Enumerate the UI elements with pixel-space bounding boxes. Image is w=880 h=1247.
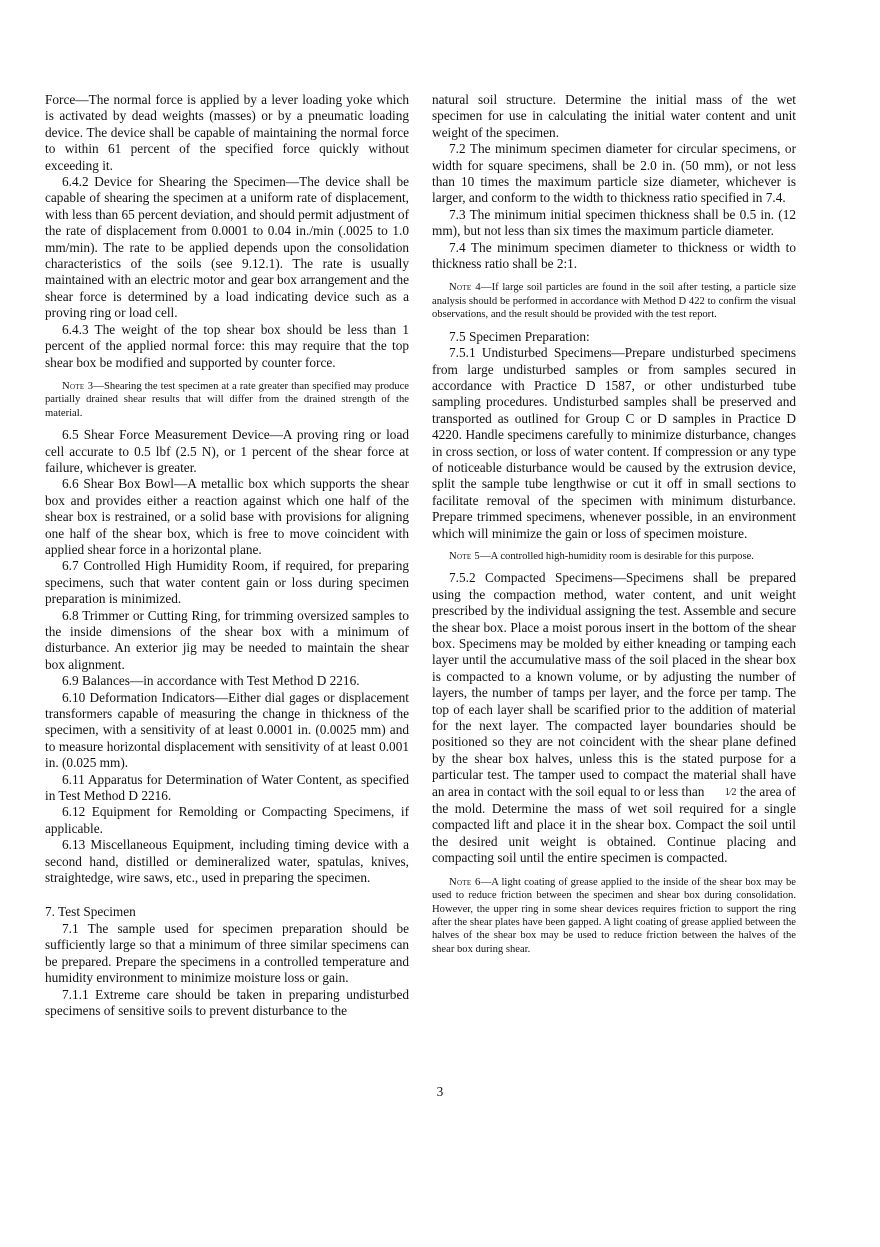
page-number: 3 — [436, 1084, 444, 1099]
note-5-label: Note 5 — [449, 550, 481, 562]
paragraph-6-8: 6.8 Trimmer or Cutting Ring, for trimming oversized samples to the inside dimensions of the shear box with a minimum of disturbance. An exterior jig may be needed to maintain the shear box alignment. — [45, 607, 409, 672]
paragraph-6-6: 6.6 Shear Box Bowl—A metallic box which supports the shear box and provides either a reaction against which one half of the shear box is restrained, or a solid base with provisions for aligning one half of the shear box, which is free to move coincident with applied shear force in a horizontal plane. — [45, 476, 409, 557]
paragraph-continued: natural soil structure. Determine the initial mass of the wet specimen for use in calculating the initial water content and unit weight of the specimen. — [432, 92, 796, 140]
note-6-label: Note 6 — [449, 876, 481, 888]
note-3-text: —Shearing the test specimen at a rate greater than specified may produce partially drained shear results that will differ from the drained strength of the material. — [45, 380, 409, 419]
paragraph-6-5: 6.5 Shear Force Measurement Device—A proving ring or load cell accurate to 0.5 lbf (2.5 N), or 1 percent of the shear force at failure, whichever is greater. — [45, 427, 409, 475]
note-4-label: Note 4 — [449, 282, 482, 294]
note-3-label: Note 3 — [62, 380, 94, 392]
paragraph-7-4: 7.4 The minimum specimen diameter to thickness or width to thickness ratio shall be 2:1. — [432, 239, 796, 272]
paragraph-7-5: 7.5 Specimen Preparation: — [449, 328, 590, 344]
paragraph-6-4-2: 6.4.2 Device for Shearing the Specimen—The device shall be capable of shearing the specimen at a uniform rate of displacement, with less than 65 percent deviation, and should permit adjustment of the rate of displacement from 0.0001 to 0.04 in./min (.0025 to 1.0 mm/min). The rate to be applied depends upon the consolidation characteristics of the soils (see 9.12.1). The rate is usually maintained with an electric motor and gear box arrangement and the shear force is determined by a load indicating device such as a proving ring or load cell. — [45, 174, 409, 321]
paragraph-force: Force—The normal force is applied by a lever loading yoke which is activated by dead weights (masses) or by a pneumatic loading device. The device shall be capable of maintaining the normal force to within 61 percent of the specified force quickly without exceeding it. — [45, 92, 409, 173]
note-5 — [432, 550, 796, 563]
paragraph-7-2: 7.2 The minimum specimen diameter for circular specimens, or width for square specimens, shall be 2.0 in. (50 mm), or not less than 10 times the maximum particle size diameter, whichever is larger, and conform to the width to thickness ratio specified in 7.4. — [432, 141, 796, 206]
note-4 — [432, 281, 796, 321]
paragraph-6-9: 6.9 Balances—in accordance with Test Method D 2216. — [62, 673, 360, 689]
left-column — [45, 92, 409, 1019]
section-7-heading: 7. Test Specimen — [45, 903, 136, 919]
paragraph-6-4-3: 6.4.3 The weight of the top shear box should be less than 1 percent of the applied normal force: this may require that the top shear box be modified and supported by counter force. — [45, 321, 409, 370]
paragraph-6-11: 6.11 Apparatus for Determination of Water Content, as specified in Test Method D 2216. — [45, 771, 409, 804]
paragraph-7-5-1: 7.5.1 Undisturbed Specimens—Prepare undisturbed specimens from large undisturbed samples or from samples secured in accordance with Practice D 1587, or other undisturbed tube sampling procedures. Undisturbed samples shall be preserved and transported as outlined for Group C or D samples in Practice D 4220. Handle specimens carefully to minimize disturbance, changes in cross section, or loss of water content. If compression or any type of noticeable disturbance would be caused by the extrusion device, split the sample tube lengthwise or cut it off in small sections to facilitate removal of the specimen with minimum disturbance. Prepare trimmed specimens, whenever possible, in an environment which will minimize the gain or loss of specimen moisture. — [432, 345, 796, 541]
note-4-text: —If large soil particles are found in the soil after testing, a particle size analysis should be performed in accordance with Method D 422 to confirm the visual observations, and the result should be provided with the test report. — [432, 282, 796, 321]
paragraph-6-10: 6.10 Deformation Indicators—Either dial gages or displacement transformers capable of measuring the change in thickness of the specimen, with a sensitivity of at least 0.0001 in. (0.0025 mm) and to measure horizontal displacement with sensitivity of at least 0.001 in. (0.025 mm). — [45, 689, 409, 771]
note-3 — [45, 380, 409, 420]
paragraph-7-1-1: 7.1.1 Extreme care should be taken in preparing undisturbed specimens of sensitive soils to prevent disturbance to the — [45, 986, 409, 1018]
note-5-text: —A controlled high-humidity room is desirable for this purpose. — [480, 550, 754, 562]
paragraph-7-1: 7.1 The sample used for specimen preparation should be sufficiently large so that a minimum of three similar specimens can be prepared. Prepare the specimens in a controlled temperature and humidity environment to minimize moisture loss or gain. — [45, 920, 409, 986]
paragraph-7-5-2-part-b: the area of the mold. Determine the mass of wet soil required for a single compacted lift and place it in the shear box. Compact the soil until the desired unit weight is obtained. Continue placing and compacting soil until the entire specimen is compacted. — [432, 783, 796, 866]
paragraph-7-3: 7.3 The minimum initial specimen thickness shall be 0.5 in. (12 mm), but not less than six times the maximum particle diameter. — [432, 206, 796, 239]
paragraph-6-7: 6.7 Controlled High Humidity Room, if required, for preparing specimens, such that water content gain or loss during specimen preparation is minimized. — [45, 558, 409, 607]
paragraph-7-5-2-part-a: 7.5.2 Compacted Specimens—Specimens shall be prepared using the compaction method, water content, and unit weight prescribed by the individual assigning the test. Assemble and secure the shear box. Place a moist porous insert in the bottom of the shear box. Specimens may be molded by either kneading or tamping each layer until the accumulative mass of the soil placed in the shear box is compacted to a known volume, or by adjusting the number of layers, the number of tamps per layer, and the force per tamp. The top of each layer shall be scarified prior to the addition of material for the next layer. The compacted layer boundaries should be positioned so they are not coincident with the shear plane defined by the shear box halves, unless this is the stated purpose for a particular test. The tamper used to compact the material shall have an area in contact with the soil equal to or less than — [432, 570, 796, 799]
paragraph-6-13: 6.13 Miscellaneous Equipment, including timing device with a second hand, distilled or demineralized water, spatulas, knives, straightedge, wire saws, etc., used in preparing the specimen. — [45, 837, 409, 886]
note-6 — [432, 876, 796, 956]
right-column — [432, 92, 796, 963]
paragraph-7-5-2 — [432, 570, 796, 866]
fraction-one-half: 1⁄2 — [724, 786, 737, 798]
paragraph-6-12: 6.12 Equipment for Remolding or Compacting Specimens, if applicable. — [45, 804, 409, 836]
note-6-text: —A light coating of grease applied to the inside of the shear box may be used to reduce friction between the specimen and shear box during consolidation. However, the upper ring in some shear devices requires friction to support the ring after the shear plates have been gapped. A light coating of grease applied between the halves of the shear box may be used to reduce friction between the halves of the shear box during shear. — [432, 876, 796, 955]
